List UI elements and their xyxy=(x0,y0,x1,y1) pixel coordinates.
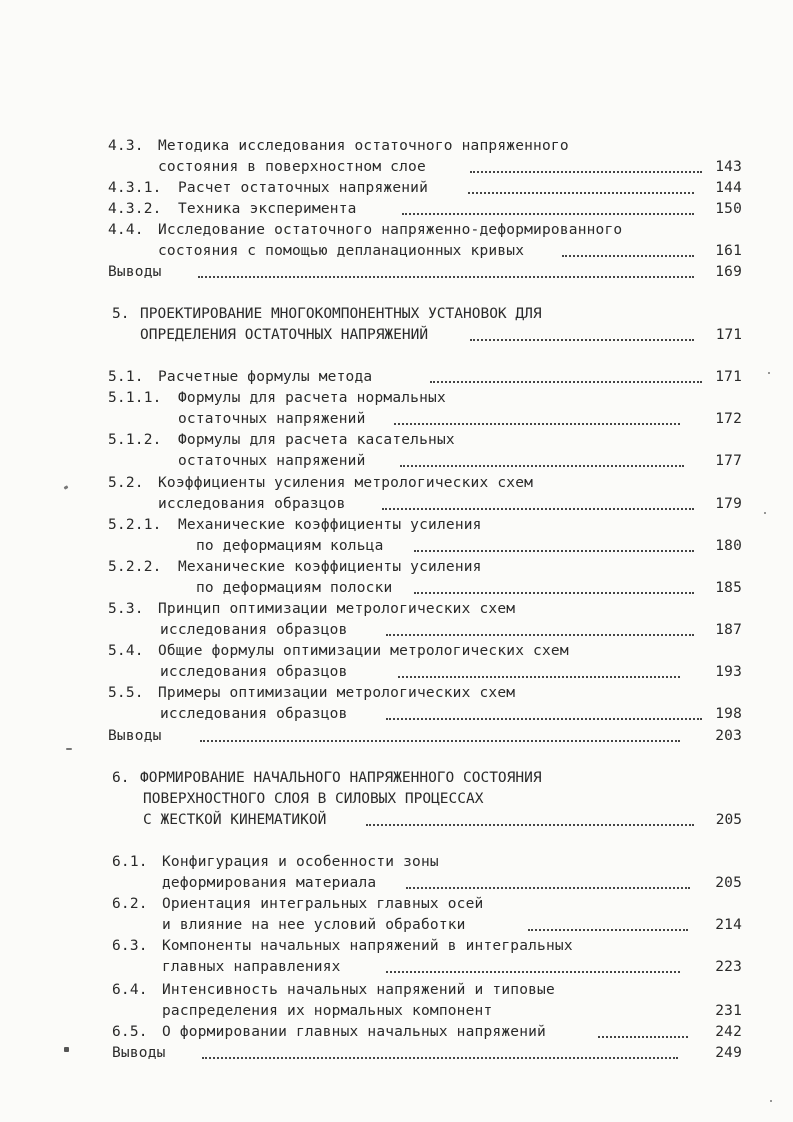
toc-entry[interactable] xyxy=(0,220,793,262)
entry-title-cont: главных направлениях xyxy=(162,959,341,975)
entry-page: 249 xyxy=(715,1045,742,1061)
entry-number: 4.3.1. xyxy=(108,180,162,196)
entry-number: 6.3. xyxy=(112,938,148,954)
toc-entry[interactable] xyxy=(0,641,793,683)
toc-entry[interactable] xyxy=(0,515,793,557)
entry-label: Выводы xyxy=(112,1045,166,1061)
dot-leader xyxy=(200,740,680,742)
entry-page: 205 xyxy=(715,875,742,891)
dot-leader xyxy=(430,381,702,383)
chapter-title-cont: ПОВЕРХНОСТНОГО СЛОЯ В СИЛОВЫХ ПРОЦЕССАХ xyxy=(143,791,484,807)
entry-title-cont: и влияние на нее условий обработки xyxy=(162,917,466,933)
chapter-title-cont: С ЖЕСТКОЙ КИНЕМАТИКОЙ xyxy=(143,812,327,828)
dot-leader xyxy=(406,887,690,889)
entry-page: 179 xyxy=(715,496,742,512)
scan-speck xyxy=(770,1100,772,1102)
entry-title: Конфигурация и особенности зоны xyxy=(162,854,439,870)
dot-leader xyxy=(468,192,694,194)
chapter-heading[interactable] xyxy=(0,768,793,831)
toc-entry[interactable] xyxy=(0,683,793,725)
entry-page: 171 xyxy=(715,327,742,343)
toc-entry[interactable] xyxy=(0,199,793,220)
dot-leader xyxy=(366,824,694,826)
entry-title: Методика исследования остаточного напряженного xyxy=(158,138,569,154)
toc-entry[interactable] xyxy=(0,557,793,599)
entry-title: О формировании главных начальных напряжений xyxy=(162,1024,546,1040)
entry-title: Примеры оптимизации метрологических схем xyxy=(158,685,516,701)
entry-title-cont: исследования образцов xyxy=(160,622,348,638)
entry-page: 198 xyxy=(715,706,742,722)
entry-title-cont: исследования образцов xyxy=(160,664,348,680)
dot-leader xyxy=(386,971,680,973)
entry-title: Расчет остаточных напряжений xyxy=(178,180,429,196)
entry-page: 187 xyxy=(715,622,742,638)
entry-title-cont: по деформациям кольца xyxy=(196,538,384,554)
entry-page: 223 xyxy=(715,959,742,975)
dot-leader xyxy=(400,465,684,467)
toc-entry[interactable] xyxy=(0,136,793,178)
dot-leader xyxy=(414,550,694,552)
dot-leader xyxy=(562,255,694,257)
entry-label: Выводы xyxy=(108,728,162,744)
entry-page: 185 xyxy=(715,580,742,596)
scan-speck xyxy=(66,748,72,750)
toc-entry[interactable] xyxy=(0,894,793,936)
entry-number: 5.4. xyxy=(108,643,144,659)
entry-number: 6.1. xyxy=(112,854,148,870)
entry-page: 144 xyxy=(715,180,742,196)
scan-speck xyxy=(768,372,770,374)
dot-leader xyxy=(198,276,694,278)
chapter-title: ПРОЕКТИРОВАНИЕ МНОГОКОМПОНЕНТНЫХ УСТАНОВОК ДЛЯ xyxy=(140,306,542,322)
scan-speck xyxy=(764,512,766,514)
entry-title: Принцип оптимизации метрологических схем xyxy=(158,601,516,617)
entry-page: 242 xyxy=(715,1024,742,1040)
entry-page: 203 xyxy=(715,728,742,744)
dot-leader xyxy=(528,929,688,931)
entry-page: 214 xyxy=(715,917,742,933)
toc-entry[interactable] xyxy=(0,1043,793,1064)
entry-page: 205 xyxy=(715,812,742,828)
entry-number: 5.5. xyxy=(108,685,144,701)
entry-number: 5.1. xyxy=(108,369,144,385)
entry-title: Расчетные формулы метода xyxy=(158,369,373,385)
entry-title-cont: исследования образцов xyxy=(158,496,346,512)
toc-entry[interactable] xyxy=(0,430,793,472)
entry-number: 5.2. xyxy=(108,475,144,491)
entry-title-cont: распределения их нормальных компонент xyxy=(162,1003,493,1019)
entry-number: 5.1.2. xyxy=(108,432,162,448)
entry-title: Коэффициенты усиления метрологических схем xyxy=(158,475,534,491)
entry-title-cont: остаточных напряжений xyxy=(178,453,366,469)
toc-entry[interactable] xyxy=(0,388,793,430)
entry-title-cont: состояния в поверхностном слое xyxy=(158,159,426,175)
dot-leader xyxy=(414,592,694,594)
entry-title-cont: остаточных напряжений xyxy=(178,411,366,427)
entry-page: 180 xyxy=(715,538,742,554)
entry-label: Выводы xyxy=(108,264,162,280)
toc-entry[interactable] xyxy=(0,726,793,747)
toc-entry[interactable] xyxy=(0,980,793,1022)
entry-number: 6.4. xyxy=(112,982,148,998)
toc-entry[interactable] xyxy=(0,599,793,641)
dot-leader xyxy=(382,508,694,510)
dot-leader xyxy=(386,634,694,636)
entry-page: 193 xyxy=(715,664,742,680)
entry-number: 4.3. xyxy=(108,138,144,154)
entry-number: 6.5. xyxy=(112,1024,148,1040)
entry-title: Общие формулы оптимизации метрологических схем xyxy=(158,643,569,659)
dot-leader xyxy=(598,1036,688,1038)
entry-number: 5.2.1. xyxy=(108,517,162,533)
entry-title: Формулы для расчета нормальных xyxy=(178,390,446,406)
entry-number: 5.2.2. xyxy=(108,559,162,575)
entry-page: 150 xyxy=(715,201,742,217)
entry-title: Механические коэффициенты усиления xyxy=(178,517,482,533)
entry-number: 4.3.2. xyxy=(108,201,162,217)
toc-entry[interactable] xyxy=(0,367,793,388)
entry-number: 5.3. xyxy=(108,601,144,617)
dot-leader xyxy=(470,171,702,173)
dot-leader xyxy=(398,676,680,678)
chapter-number: 5. xyxy=(112,306,130,322)
entry-title: Исследование остаточного напряженно-деформированного xyxy=(158,222,623,238)
entry-page: 172 xyxy=(715,411,742,427)
entry-title: Ориентация интегральных главных осей xyxy=(162,896,484,912)
entry-title: Механические коэффициенты усиления xyxy=(178,559,482,575)
chapter-title: ФОРМИРОВАНИЕ НАЧАЛЬНОГО НАПРЯЖЕННОГО СОСТОЯНИЯ xyxy=(140,770,542,786)
entry-number: 6.2. xyxy=(112,896,148,912)
entry-title: Интенсивность начальных напряжений и типовые xyxy=(162,982,555,998)
toc-entry[interactable] xyxy=(0,178,793,199)
toc-entry[interactable] xyxy=(0,1022,793,1043)
entry-page: 161 xyxy=(715,243,742,259)
scan-speck xyxy=(64,1047,69,1052)
toc-entry[interactable] xyxy=(0,473,793,515)
dot-leader xyxy=(202,1057,678,1059)
entry-number: 4.4. xyxy=(108,222,144,238)
entry-page: 171 xyxy=(715,369,742,385)
dot-leader xyxy=(386,718,702,720)
chapter-number: 6. xyxy=(112,770,130,786)
entry-title-cont: по деформациям полоски xyxy=(196,580,393,596)
entry-title-cont: состояния с помощью депланационных кривых xyxy=(158,243,525,259)
toc-entry[interactable] xyxy=(0,936,793,978)
entry-page: 177 xyxy=(715,453,742,469)
dot-leader xyxy=(470,339,694,341)
dot-leader xyxy=(394,423,680,425)
entry-title: Формулы для расчета касательных xyxy=(178,432,455,448)
entry-page: 231 xyxy=(715,1003,742,1019)
toc-entry[interactable] xyxy=(0,852,793,894)
entry-title-cont: исследования образцов xyxy=(160,706,348,722)
entry-title-cont: деформирования материала xyxy=(162,875,377,891)
entry-page: 143 xyxy=(715,159,742,175)
entry-page: 169 xyxy=(715,264,742,280)
chapter-title-cont: ОПРЕДЕЛЕНИЯ ОСТАТОЧНЫХ НАПРЯЖЕНИЙ xyxy=(140,327,429,343)
toc-entry[interactable] xyxy=(0,262,793,283)
dot-leader xyxy=(402,213,694,215)
entry-title: Техника эксперимента xyxy=(178,201,357,217)
entry-title: Компоненты начальных напряжений в интегральных xyxy=(162,938,573,954)
entry-number: 5.1.1. xyxy=(108,390,162,406)
chapter-heading[interactable] xyxy=(0,304,793,346)
